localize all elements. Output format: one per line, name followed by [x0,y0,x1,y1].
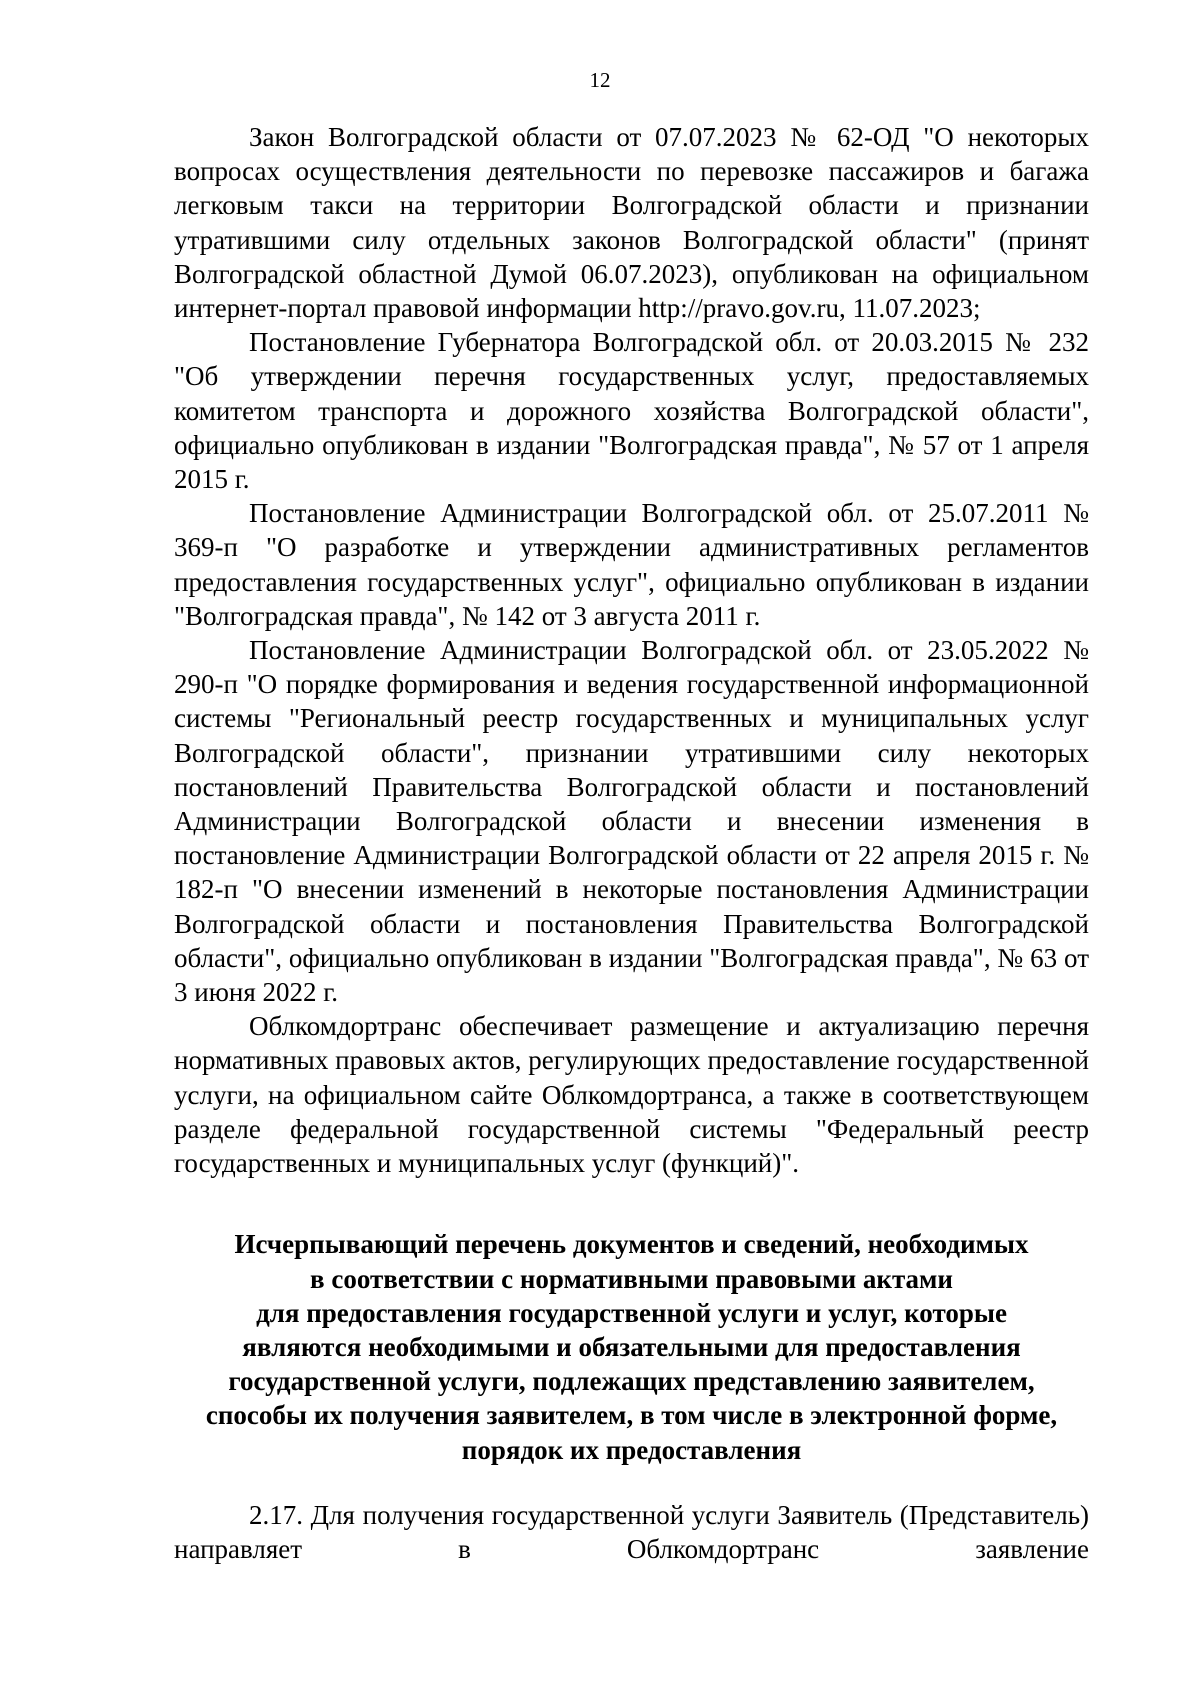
heading-line: государственной услуги, подлежащих представлению заявителем, [228,1366,1035,1397]
page-number: 12 [589,68,611,92]
paragraph-administration-decree-369: Постановление Администрации Волгоградской обл. от 25.07.2011 № 369-п "О разработке и утверждении административных регламентов предоставления государственных услуг", официально опубликован в издании "Волгоградская правда", № 142 от 3 августа 2011 г. [174,498,1089,631]
paragraph-2-17: 2.17. Для получения государственной услуги Заявитель (Представитель) направляет в Облкомдортранс заявление [174,1499,1089,1564]
heading-line: способы их получения заявителем, в том числе в электронной форме, [205,1400,1058,1431]
paragraph-governor-decree-232: Постановление Губернатора Волгоградской обл. от 20.03.2015 № 232 "Об утверждении перечня государственных услуг, предоставляемых комитетом транспорта и дорожного хозяйства Волгоградской области", официально опубликован в издании "Волгоградская правда", № 57 от 1 апреля 2015 г. [174,327,1089,495]
paragraph-oblkomdortrans-publication: Облкомдортранс обеспечивает размещение и актуализацию перечня нормативных правовых актов, регулирующих предоставление государственной услуги, на официальном сайте Облкомдортранса, а также в соответствующем разделе федеральной государственной системы "Федеральный реестр государственных и муниципальных услуг (функций)". [174,1011,1089,1179]
heading-line: порядок их предоставления [461,1434,802,1465]
document-body [174,120,1089,1566]
paragraph-law-62-od: Закон Волгоградской области от 07.07.2023 № 62-ОД "О некоторых вопросах осуществления деятельности по перевозке пассажиров и багажа легковым такси на территории Волгоградской области и признании утратившими силу отдельных законов Волгоградской области" (принят Волгоградской областной Думой 06.07.2023), опубликован на официальном интернет-портал правовой информации http://pravo.gov.ru, 11.07.2023; [174,122,1089,324]
heading-line: для предоставления государственной услуги и услуг, которые [256,1297,1007,1328]
heading-line: в соответствии с нормативными правовыми актами [310,1263,953,1294]
heading-line: Исчерпывающий перечень документов и сведений, необходимых [234,1229,1029,1260]
section-heading [174,1227,1089,1466]
paragraph-administration-decree-290: Постановление Администрации Волгоградской обл. от 23.05.2022 № 290-п "О порядке формирования и ведения государственной информационной системы "Региональный реестр государственных и муниципальных услуг Волгоградской области", признании утратившими силу некоторых постановлений Правительства Волгоградской области и постановлений Администрации Волгоградской области и внесении изменения в постановление Администрации Волгоградской области от 22 апреля 2015 г. № 182-п "О внесении изменений в некоторые постановления Администрации Волгоградской области и постановления Правительства Волгоградской области", официально опубликован в издании "Волгоградская правда", № 63 от 3 июня 2022 г. [174,635,1089,1008]
heading-line: являются необходимыми и обязательными для предоставления [242,1331,1021,1362]
